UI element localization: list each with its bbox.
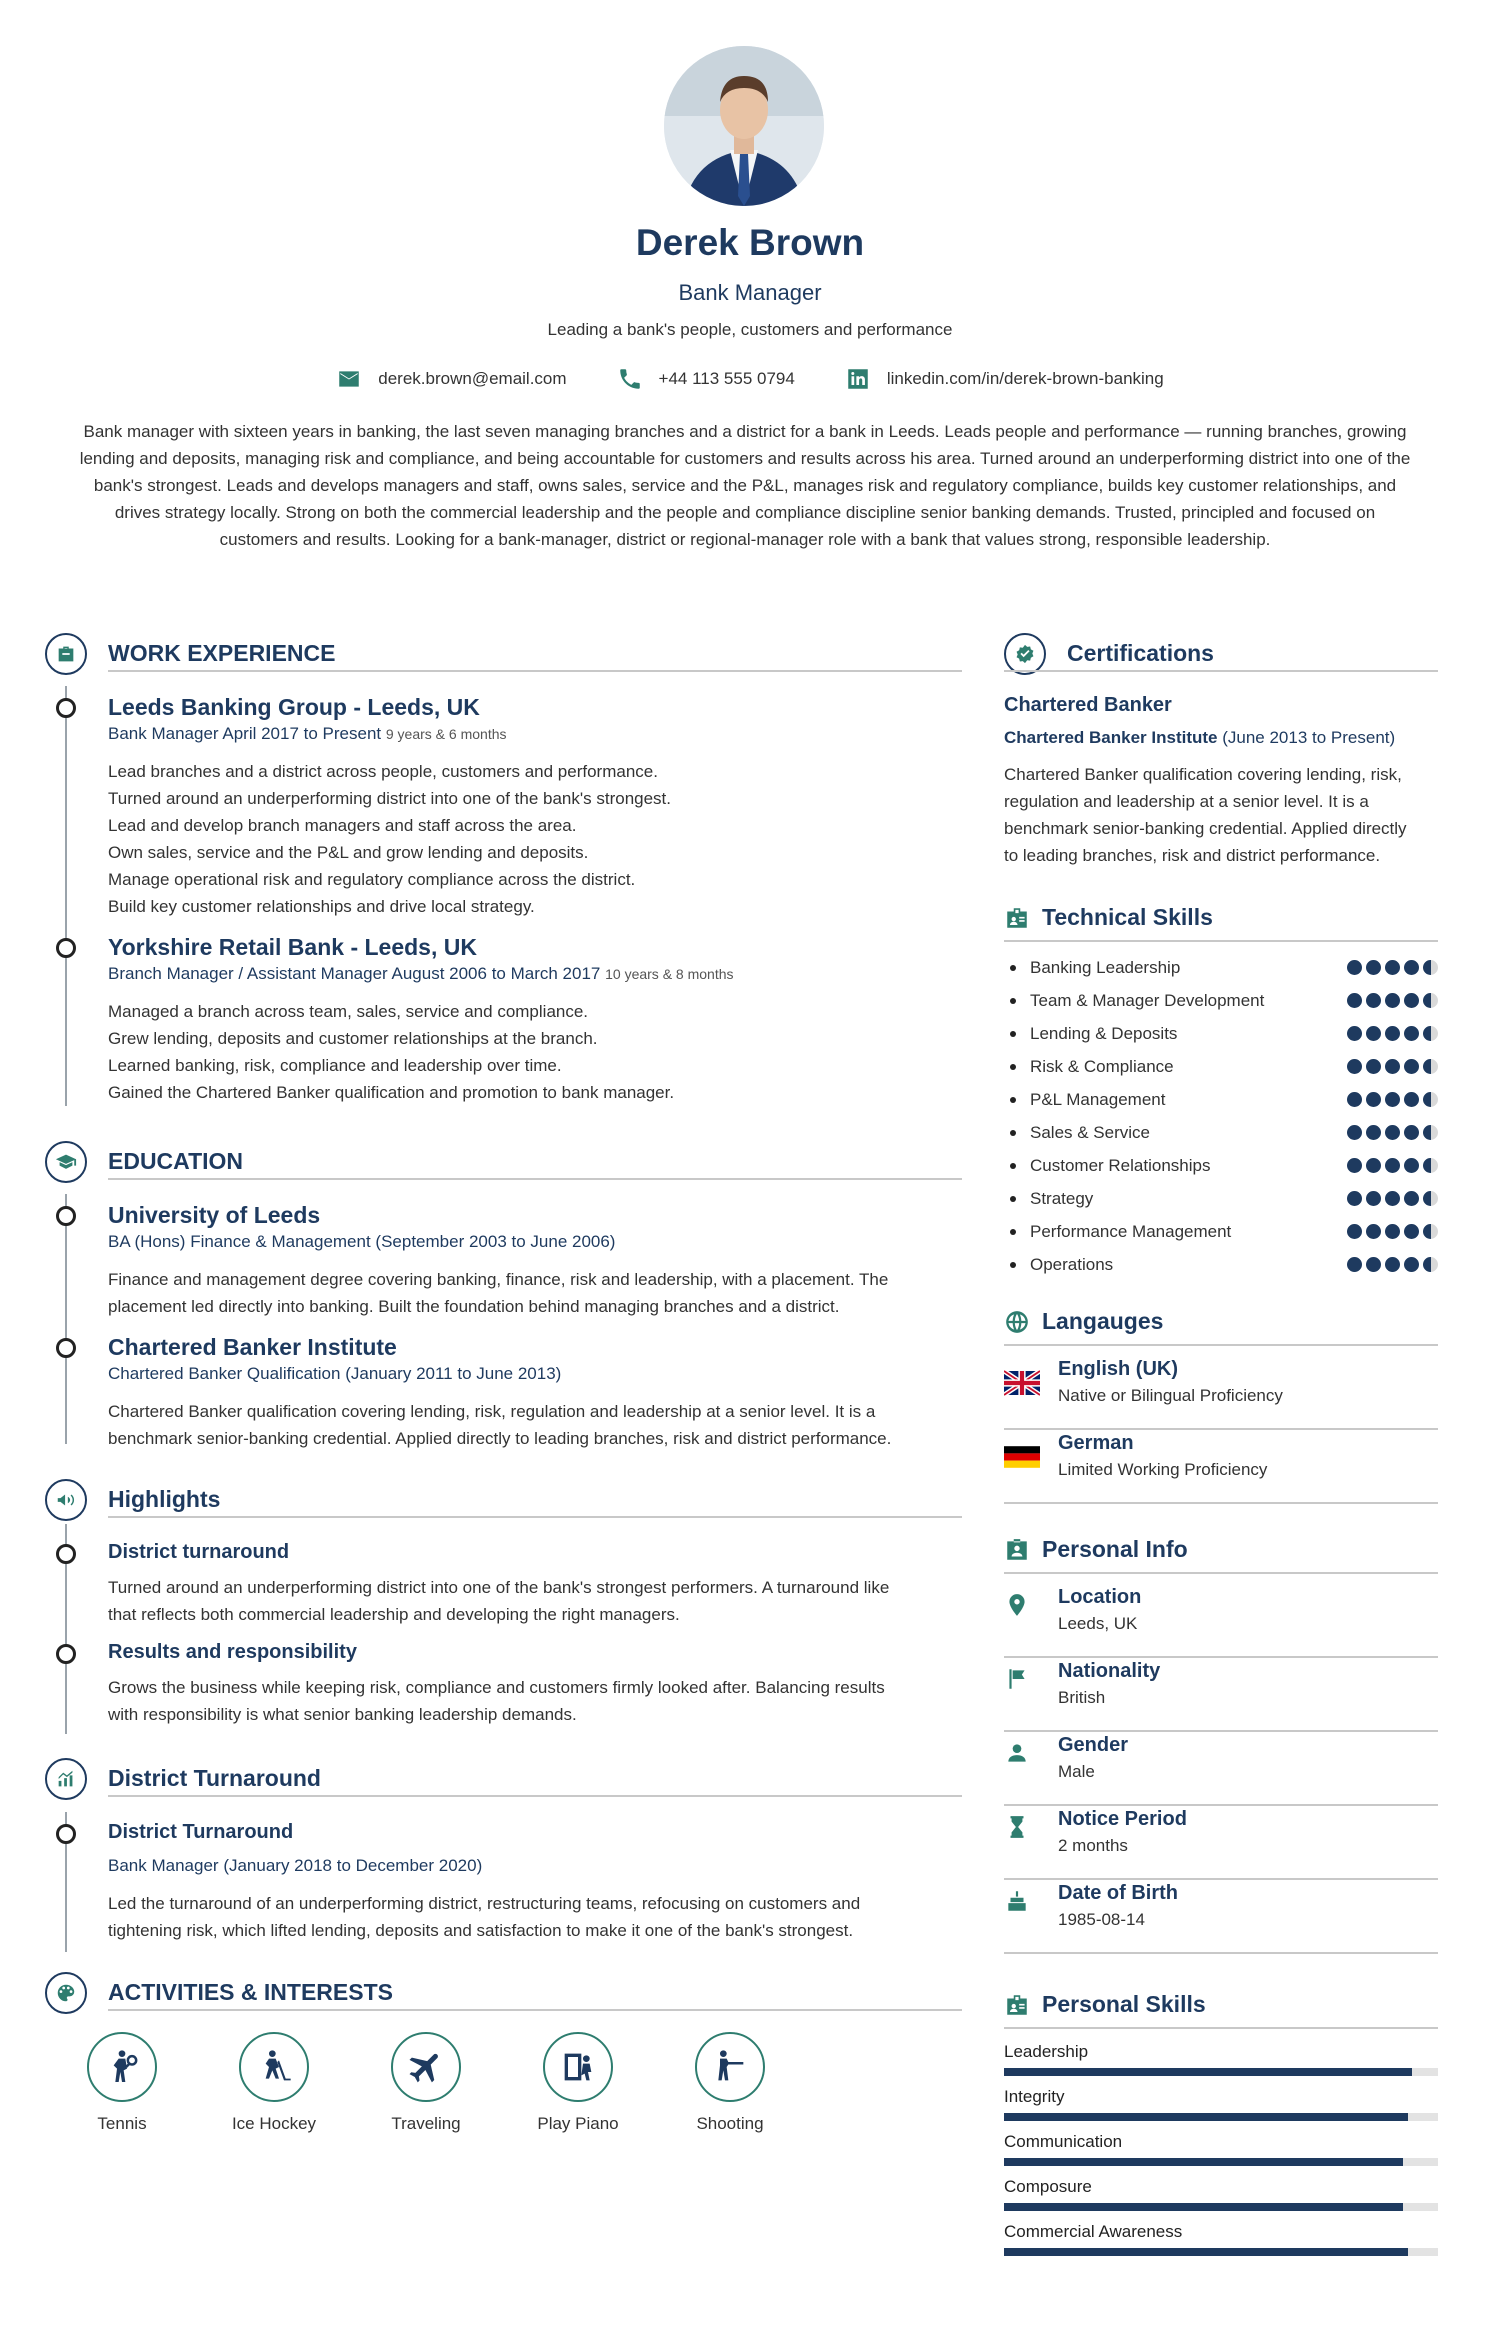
bullet-icon xyxy=(1010,965,1016,971)
languages-title: Langauges xyxy=(1042,1308,1164,1334)
rating-dot xyxy=(1347,993,1362,1008)
linkedin-text: linkedin.com/in/derek-brown-banking xyxy=(886,369,1164,388)
skill-rating xyxy=(1347,1125,1438,1140)
technical-skill xyxy=(1004,1123,1150,1143)
degree-line xyxy=(108,1364,561,1384)
rating-dot xyxy=(1385,1224,1400,1239)
technical-skill xyxy=(1004,1189,1093,1209)
activity-traveling xyxy=(371,2032,481,2134)
contact-card-icon xyxy=(1004,1537,1030,1563)
timeline-line-work xyxy=(65,686,67,1106)
activity-circle xyxy=(87,2032,157,2102)
personal-info-nationality xyxy=(1004,1658,1438,1732)
rating-dot xyxy=(1347,1092,1362,1107)
skill-bar-fill xyxy=(1004,2248,1408,2256)
education-line: benchmark senior-banking credential. Applied directly to leading branches, risk and district performance. xyxy=(108,1429,892,1448)
bullet-icon xyxy=(1010,1064,1016,1070)
education-description xyxy=(108,1266,888,1320)
personal-skill-name: Composure xyxy=(1004,2177,1092,2196)
tennis-icon xyxy=(102,2047,142,2087)
germany-flag-icon xyxy=(1004,1444,1040,1470)
education-section-divider xyxy=(108,1178,962,1180)
highlights-section-divider xyxy=(108,1516,962,1518)
technical-skill-row xyxy=(1004,1248,1438,1281)
technical-skill-row xyxy=(1004,1116,1438,1149)
job-line: Learned banking, risk, compliance and leadership over time. xyxy=(108,1056,562,1075)
job-line: Turned around an underperforming district into one of the bank's strongest. xyxy=(108,789,672,808)
rating-dot xyxy=(1347,1026,1362,1041)
technical-skill-row xyxy=(1004,1083,1438,1116)
degree-dates: (September 2003 to June 2006) xyxy=(375,1232,616,1251)
school-name: University of Leeds xyxy=(108,1202,321,1228)
id-badge-icon xyxy=(1004,905,1030,931)
candidate-title: Bank Manager xyxy=(678,280,822,305)
education-section-icon xyxy=(45,1141,87,1183)
rating-dot xyxy=(1404,1125,1419,1140)
highlights-section-icon xyxy=(45,1479,87,1521)
skill-bar-fill xyxy=(1004,2158,1403,2166)
personal-skill xyxy=(1004,2087,1438,2133)
rating-dot xyxy=(1366,960,1381,975)
degree-dates: (January 2011 to June 2013) xyxy=(345,1364,562,1383)
highlight-description xyxy=(108,1674,885,1728)
technical-skill-row xyxy=(1004,1149,1438,1182)
languages-heading xyxy=(1004,1308,1163,1335)
technical-skill xyxy=(1004,991,1264,1011)
personal-info-location xyxy=(1004,1584,1438,1658)
timeline-dot xyxy=(56,938,76,958)
highlights-section-title: Highlights xyxy=(108,1486,221,1512)
personal-info-divider xyxy=(1004,1572,1438,1574)
skill-bar-track xyxy=(1004,2203,1438,2211)
work-section-divider xyxy=(108,670,962,672)
highlight-line: Turned around an underperforming district into one of the bank's strongest performers. A turnaround like xyxy=(108,1578,890,1597)
personal-skill xyxy=(1004,2222,1438,2268)
rating-dot xyxy=(1423,1092,1438,1107)
job-line: Grew lending, deposits and customer relationships at the branch. xyxy=(108,1029,598,1048)
highlight-line: that reflects both commercial leadership and developing the right managers. xyxy=(108,1605,680,1624)
technical-skills-divider xyxy=(1004,940,1438,942)
certification-line: regulation and leadership at a senior level. It is a xyxy=(1004,792,1369,811)
location-pin-icon xyxy=(1004,1592,1030,1618)
graduation-cap-icon xyxy=(55,1151,77,1173)
email-icon xyxy=(336,366,362,392)
activity-play-piano xyxy=(523,2032,633,2134)
hourglass-icon xyxy=(1004,1814,1030,1840)
skill-rating xyxy=(1347,1092,1438,1107)
technical-skill-name: P&L Management xyxy=(1030,1089,1166,1109)
rating-dot xyxy=(1385,1191,1400,1206)
rating-dot xyxy=(1366,1191,1381,1206)
rating-dot xyxy=(1404,1224,1419,1239)
rating-dot xyxy=(1423,1059,1438,1074)
flag-icon xyxy=(1004,1666,1030,1692)
bullet-icon xyxy=(1010,998,1016,1004)
rating-dot xyxy=(1404,1059,1419,1074)
certification-line: benchmark senior-banking credential. Applied directly xyxy=(1004,819,1407,838)
activities-section-title: ACTIVITIES & INTERESTS xyxy=(108,1979,393,2005)
languages-divider xyxy=(1004,1344,1438,1346)
technical-skill-name: Sales & Service xyxy=(1030,1122,1150,1142)
project-line: Led the turnaround of an underperforming district, restructuring teams, refocusing on customers and xyxy=(108,1894,861,1913)
rating-dot xyxy=(1366,1059,1381,1074)
job-description xyxy=(108,758,671,920)
activities-section-divider xyxy=(108,2009,962,2011)
technical-skill-name: Banking Leadership xyxy=(1030,957,1181,977)
technical-skill xyxy=(1004,1024,1177,1044)
rating-dot xyxy=(1385,1059,1400,1074)
rating-dot xyxy=(1366,1125,1381,1140)
job-line: Lead branches and a district across people, customers and performance. xyxy=(108,762,658,781)
technical-skill-row xyxy=(1004,984,1438,1017)
education-line: Finance and management degree covering banking, finance, risk and leadership, with a placement. The xyxy=(108,1270,889,1289)
skill-rating xyxy=(1347,1158,1438,1173)
highlight-line: with responsibility is what senior banking leadership demands. xyxy=(108,1705,577,1724)
technical-skill-name: Customer Relationships xyxy=(1030,1155,1211,1175)
rating-dot xyxy=(1347,1158,1362,1173)
bullet-icon xyxy=(1010,1262,1016,1268)
skill-bar-fill xyxy=(1004,2113,1408,2121)
growth-chart-icon xyxy=(55,1768,77,1790)
language-name: English (UK) xyxy=(1058,1358,1178,1380)
technical-skill-row xyxy=(1004,1182,1438,1215)
activity-circle xyxy=(239,2032,309,2102)
rating-dot xyxy=(1366,1158,1381,1173)
bullet-icon xyxy=(1010,1196,1016,1202)
skill-bar-track xyxy=(1004,2158,1438,2166)
ice-hockey-icon xyxy=(254,2047,294,2087)
email-text: derek.brown@email.com xyxy=(378,369,567,388)
rating-dot xyxy=(1404,1026,1419,1041)
timeline-dot xyxy=(56,1644,76,1664)
language-item xyxy=(1004,1430,1438,1504)
rating-dot xyxy=(1366,993,1381,1008)
timeline-dot xyxy=(56,698,76,718)
personal-info-heading xyxy=(1004,1536,1188,1563)
technical-skill xyxy=(1004,1156,1210,1176)
job-role-line xyxy=(108,724,507,744)
technical-skill-row xyxy=(1004,1017,1438,1050)
info-value: 1985-08-14 xyxy=(1058,1910,1145,1929)
info-value: British xyxy=(1058,1688,1106,1707)
highlight-title: District turnaround xyxy=(108,1541,290,1563)
phone-contact[interactable] xyxy=(617,366,795,392)
skill-bar-fill xyxy=(1004,2203,1403,2211)
globe-icon xyxy=(1004,1309,1030,1335)
birthday-cake-icon xyxy=(1004,1888,1030,1914)
activity-circle xyxy=(391,2032,461,2102)
linkedin-icon xyxy=(845,366,871,392)
technical-skill-name: Team & Manager Development xyxy=(1030,990,1265,1010)
bullet-icon xyxy=(1010,1097,1016,1103)
skill-bar-fill xyxy=(1004,2068,1412,2076)
info-label: Date of Birth xyxy=(1058,1882,1178,1904)
personal-info-date-of-birth xyxy=(1004,1880,1438,1954)
job-dates: August 2006 to March 2017 xyxy=(391,964,601,983)
project-role: Bank Manager xyxy=(108,1856,219,1875)
personal-skill xyxy=(1004,2042,1438,2088)
education-line: Chartered Banker qualification covering lending, risk, regulation and leadership at a senior level. It is a xyxy=(108,1402,876,1421)
linkedin-contact[interactable] xyxy=(845,366,1164,392)
rating-dot xyxy=(1366,1092,1381,1107)
skill-rating xyxy=(1347,1224,1438,1239)
bullet-icon xyxy=(1010,1163,1016,1169)
technical-skills-heading xyxy=(1004,904,1213,931)
activity-label: Traveling xyxy=(391,2114,461,2133)
rating-dot xyxy=(1423,1125,1438,1140)
education-line: placement led directly into banking. Built the foundation behind managing branches and a district. xyxy=(108,1297,840,1316)
candidate-tagline: Leading a bank's people, customers and performance xyxy=(547,320,953,339)
personal-skills-title: Personal Skills xyxy=(1042,1991,1206,2017)
project-description xyxy=(108,1890,860,1944)
school-name: Chartered Banker Institute xyxy=(108,1334,397,1360)
skill-rating xyxy=(1347,1059,1438,1074)
activity-shooting xyxy=(675,2032,785,2134)
project-role-line xyxy=(108,1856,482,1876)
rating-dot xyxy=(1404,960,1419,975)
activity-circle xyxy=(695,2032,765,2102)
technical-skill-name: Strategy xyxy=(1030,1188,1094,1208)
highlight-description xyxy=(108,1574,889,1628)
rating-dot xyxy=(1423,993,1438,1008)
project-item-title: District Turnaround xyxy=(108,1821,294,1843)
work-section-title: WORK EXPERIENCE xyxy=(108,640,336,666)
email-contact[interactable] xyxy=(336,366,566,392)
technical-skill xyxy=(1004,1057,1174,1077)
rating-dot xyxy=(1404,1092,1419,1107)
project-section-divider xyxy=(108,1795,962,1797)
technical-skill xyxy=(1004,958,1180,978)
work-section-icon xyxy=(45,633,87,675)
skill-rating xyxy=(1347,1191,1438,1206)
bullet-icon xyxy=(1010,1229,1016,1235)
rating-dot xyxy=(1423,1224,1438,1239)
education-section-title: EDUCATION xyxy=(108,1148,244,1174)
rating-dot xyxy=(1347,1191,1362,1206)
palette-icon xyxy=(55,1982,77,2004)
activities-section-icon xyxy=(45,1972,87,2014)
technical-skill-name: Risk & Compliance xyxy=(1030,1056,1174,1076)
technical-skill-row xyxy=(1004,1050,1438,1083)
profile-summary: Bank manager with sixteen years in banking, the last seven managing branches and a district for a bank in Leeds. Leads people and performance — running branches, growing lending and deposits, managing risk and compliance, and being accountable for customers and results across his area. Turned around an underperforming district into one of the bank's strongest. Leads and develops managers and staff, owns sales, service and the P&L, manages risk and regulatory compliance, builds key customer relationships, and drives strategy locally. Strong on both the commercial leadership and the people and compliance discipline senior banking demands. Trusted, principled and focused on customers and results. Looking for a bank-manager, district or regional-manager role with a bank that values strong, responsible leadership. xyxy=(79,422,1411,549)
certification-line: Chartered Banker qualification covering lending, risk, xyxy=(1004,765,1402,784)
job-duration: 9 years & 6 months xyxy=(385,726,507,742)
personal-skill xyxy=(1004,2132,1438,2178)
rating-dot xyxy=(1385,1257,1400,1272)
timeline-dot xyxy=(56,1824,76,1844)
certifications-section-title: Certifications xyxy=(1067,640,1214,666)
rating-dot xyxy=(1347,1059,1362,1074)
bullet-icon xyxy=(1010,1031,1016,1037)
megaphone-icon xyxy=(55,1489,77,1511)
technical-skill xyxy=(1004,1090,1165,1110)
skill-bar-track xyxy=(1004,2113,1438,2121)
personal-skill xyxy=(1004,2177,1438,2223)
contact-bar xyxy=(0,366,1500,392)
timeline-line-education xyxy=(65,1194,67,1444)
activity-label: Tennis xyxy=(97,2114,147,2133)
technical-skills-title: Technical Skills xyxy=(1042,904,1213,930)
phone-icon xyxy=(617,366,643,392)
technical-skill-row xyxy=(1004,951,1438,984)
personal-skills-heading xyxy=(1004,1991,1206,2018)
rating-dot xyxy=(1366,1224,1381,1239)
job-role: Branch Manager / Assistant Manager xyxy=(108,964,388,983)
verified-badge-icon xyxy=(1014,643,1036,665)
language-divider xyxy=(1004,1502,1438,1504)
education-description xyxy=(108,1398,891,1452)
rating-dot xyxy=(1423,960,1438,975)
rating-dot xyxy=(1385,1158,1400,1173)
rating-dot xyxy=(1385,1026,1400,1041)
activity-ice-hockey xyxy=(219,2032,329,2134)
uk-flag-icon xyxy=(1004,1370,1040,1396)
certification-issuer: Chartered Banker Institute xyxy=(1004,728,1218,747)
rating-dot xyxy=(1404,993,1419,1008)
rating-dot xyxy=(1423,1257,1438,1272)
personal-info-notice-period xyxy=(1004,1806,1438,1880)
bullet-icon xyxy=(1010,1130,1016,1136)
personal-skill-name: Leadership xyxy=(1004,2042,1089,2061)
rating-dot xyxy=(1423,1026,1438,1041)
language-item xyxy=(1004,1356,1438,1430)
activity-label: Shooting xyxy=(696,2114,764,2133)
job-line: Manage operational risk and regulatory compliance across the district. xyxy=(108,870,636,889)
certification-name: Chartered Banker xyxy=(1004,694,1172,716)
personal-skill-name: Commercial Awareness xyxy=(1004,2222,1183,2241)
job-line: Managed a branch across team, sales, service and compliance. xyxy=(108,1002,589,1021)
skill-rating xyxy=(1347,960,1438,975)
shooting-icon xyxy=(710,2047,750,2087)
job-company: Yorkshire Retail Bank - Leeds, UK xyxy=(108,934,477,960)
job-line: Build key customer relationships and drive local strategy. xyxy=(108,897,535,916)
info-value: 2 months xyxy=(1058,1836,1128,1855)
person-icon xyxy=(1004,1740,1030,1766)
info-value: Male xyxy=(1058,1762,1095,1781)
certification-issuer-line xyxy=(1004,728,1395,748)
certification-dates: (June 2013 to Present) xyxy=(1222,728,1396,747)
rating-dot xyxy=(1404,1158,1419,1173)
project-line: tightening risk, which lifted lending, deposits and satisfaction to make it one of the bank's strongest. xyxy=(108,1921,854,1940)
technical-skill-name: Performance Management xyxy=(1030,1221,1232,1241)
certification-description xyxy=(1004,761,1407,869)
personal-skill-name: Integrity xyxy=(1004,2087,1065,2106)
certifications-section-icon xyxy=(1004,633,1046,675)
personal-info-gender xyxy=(1004,1732,1438,1806)
technical-skill-name: Lending & Deposits xyxy=(1030,1023,1178,1043)
timeline-dot xyxy=(56,1544,76,1564)
rating-dot xyxy=(1385,1092,1400,1107)
rating-dot xyxy=(1404,1191,1419,1206)
job-description xyxy=(108,998,674,1106)
rating-dot xyxy=(1366,1257,1381,1272)
skill-rating xyxy=(1347,993,1438,1008)
info-label: Nationality xyxy=(1058,1660,1161,1682)
job-line: Gained the Chartered Banker qualification and promotion to bank manager. xyxy=(108,1083,675,1102)
language-name: German xyxy=(1058,1432,1134,1454)
personal-skill-name: Communication xyxy=(1004,2132,1123,2151)
degree-name: Chartered Banker Qualification xyxy=(108,1364,341,1383)
job-role: Bank Manager xyxy=(108,724,219,743)
project-section-icon xyxy=(45,1758,87,1800)
job-dates: April 2017 to Present xyxy=(222,724,382,743)
timeline-dot xyxy=(56,1338,76,1358)
activity-circle xyxy=(543,2032,613,2102)
briefcase-icon xyxy=(55,643,77,665)
personal-info-title: Personal Info xyxy=(1042,1536,1188,1562)
rating-dot xyxy=(1404,1257,1419,1272)
rating-dot xyxy=(1423,1158,1438,1173)
job-line: Own sales, service and the P&L and grow lending and deposits. xyxy=(108,843,589,862)
id-badge-icon xyxy=(1004,1992,1030,2018)
skill-rating xyxy=(1347,1257,1438,1272)
job-duration: 10 years & 8 months xyxy=(605,966,734,982)
rating-dot xyxy=(1385,993,1400,1008)
technical-skill xyxy=(1004,1222,1231,1242)
project-section-title: District Turnaround xyxy=(108,1765,321,1791)
certifications-divider xyxy=(1004,670,1438,672)
activity-label: Ice Hockey xyxy=(231,2114,317,2133)
airplane-icon xyxy=(406,2047,446,2087)
job-role-line xyxy=(108,964,734,984)
degree-name: BA (Hons) Finance & Management xyxy=(108,1232,371,1251)
rating-dot xyxy=(1385,1125,1400,1140)
phone-text: +44 113 555 0794 xyxy=(658,369,795,388)
technical-skill-name: Operations xyxy=(1030,1254,1114,1274)
skill-bar-track xyxy=(1004,2248,1438,2256)
rating-dot xyxy=(1347,1125,1362,1140)
certification-line: to leading branches, risk and district performance. xyxy=(1004,846,1381,865)
rating-dot xyxy=(1423,1191,1438,1206)
info-label: Location xyxy=(1058,1586,1142,1608)
candidate-name: Derek Brown xyxy=(635,222,865,263)
job-company: Leeds Banking Group - Leeds, UK xyxy=(108,694,480,720)
info-label: Gender xyxy=(1058,1734,1129,1756)
timeline-dot xyxy=(56,1206,76,1226)
rating-dot xyxy=(1347,1224,1362,1239)
rating-dot xyxy=(1347,960,1362,975)
language-level: Limited Working Proficiency xyxy=(1058,1460,1268,1479)
activity-label: Play Piano xyxy=(537,2114,619,2133)
info-divider xyxy=(1004,1952,1438,1954)
rating-dot xyxy=(1347,1257,1362,1272)
rating-dot xyxy=(1366,1026,1381,1041)
rating-dot xyxy=(1385,960,1400,975)
piano-icon xyxy=(558,2047,598,2087)
profile-photo xyxy=(664,46,824,206)
personal-skills-divider xyxy=(1004,2027,1438,2029)
language-level: Native or Bilingual Proficiency xyxy=(1058,1386,1283,1405)
degree-line xyxy=(108,1232,615,1252)
info-value: Leeds, UK xyxy=(1058,1614,1138,1633)
job-line: Lead and develop branch managers and staff across the area. xyxy=(108,816,577,835)
skill-bar-track xyxy=(1004,2068,1438,2076)
skill-rating xyxy=(1347,1026,1438,1041)
technical-skill-row xyxy=(1004,1215,1438,1248)
project-dates: (January 2018 to December 2020) xyxy=(223,1856,483,1875)
activity-tennis xyxy=(67,2032,177,2134)
highlight-line: Grows the business while keeping risk, compliance and customers firmly looked after. Balancing results xyxy=(108,1678,885,1697)
info-label: Notice Period xyxy=(1058,1808,1187,1830)
technical-skill xyxy=(1004,1255,1113,1275)
highlight-title: Results and responsibility xyxy=(108,1641,357,1663)
